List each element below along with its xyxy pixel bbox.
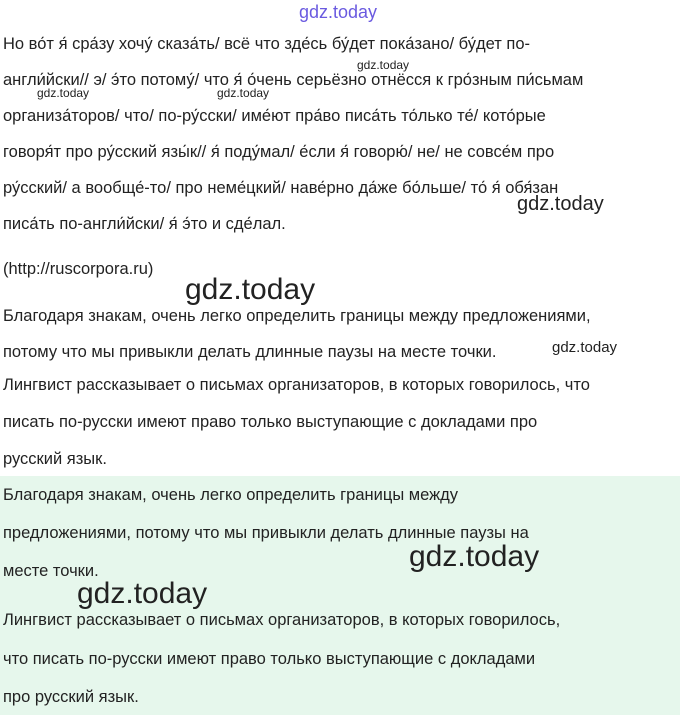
answer-line: месте точки. <box>3 562 99 580</box>
quote-line: англи́йски// э/ э́то потому́/ что я́ о́чень серьёзно отнёсся к гро́зным пи́сьмам <box>3 71 584 89</box>
quote-line: ру́сский/ а вообще́-то/ про неме́цкий/ наве́рно да́же бо́льше/ то́ я́ обя́зан <box>3 179 559 197</box>
answer-line: что писать по-русски имеют право только выступающие с докладами <box>3 650 536 668</box>
watermark: gdz.today <box>517 193 604 215</box>
watermark: gdz.today <box>217 86 270 100</box>
answer-line: предложениями, потому что мы привыкли делать длинные паузы на <box>3 524 529 542</box>
answer-line: писать по-русски имеют право только выступающие с докладами про <box>3 413 538 431</box>
answer-line: потому что мы привыкли делать длинные паузы на месте точки. <box>3 343 497 361</box>
watermark: gdz.today <box>77 577 208 610</box>
answer-line: Лингвист рассказывает о письмах организаторов, в которых говорилось, что <box>3 376 590 394</box>
quote-line: писа́ть по-англи́йски/ я́ э́то и сде́лал. <box>3 215 286 233</box>
quote-line: Но во́т я́ сра́зу хочу́ сказа́ть/ всё что зде́сь бу́дет пока́зано/ бу́дет по- <box>3 35 531 53</box>
watermark: gdz.today <box>37 86 90 100</box>
watermark: gdz.today <box>185 273 316 306</box>
answer-line: Благодаря знакам, очень легко определить границы между предложениями, <box>3 307 591 325</box>
watermark: gdz.today <box>552 339 618 356</box>
watermark-top: gdz.today <box>299 2 378 22</box>
quote-line: организа́торов/ что/ по-ру́сски/ име́ют пра́во писа́ть то́лько те́/ кото́рые <box>3 107 546 125</box>
answer-line: русский язык. <box>3 450 107 468</box>
answer-line: Лингвист рассказывает о письмах организаторов, в которых говорилось, <box>3 611 561 629</box>
watermark: gdz.today <box>357 58 410 72</box>
quote-line: говоря́т про ру́сский язы́к// я́ поду́мал/ е́сли я́ говорю́/ не/ не совсе́м про <box>3 143 555 161</box>
source-link: (http://ruscorpora.ru) <box>3 260 154 278</box>
answer-line: про русский язык. <box>3 688 139 706</box>
answer-line: Благодаря знакам, очень легко определить границы между <box>3 486 459 504</box>
watermark: gdz.today <box>409 540 540 573</box>
